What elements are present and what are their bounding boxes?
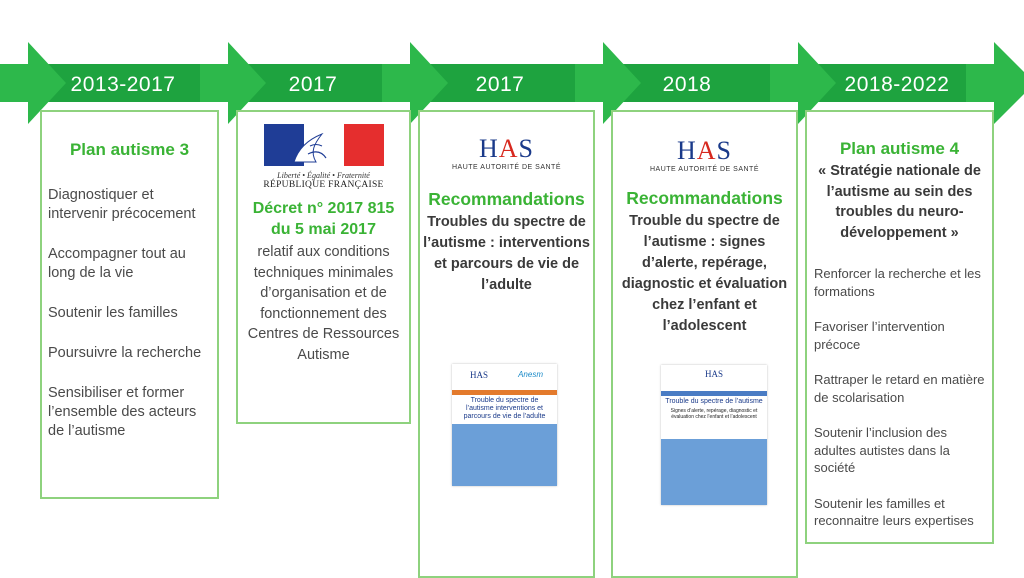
doc-title: Trouble du spectre de l’autisme interventions et parcours de vie de l’adulte xyxy=(463,397,546,420)
has-logo xyxy=(420,136,593,171)
list-item: Soutenir l’inclusion des adultes autistes dans la société xyxy=(814,425,950,475)
card-plan-autisme-4 xyxy=(805,110,994,544)
year-label-3: 2017 xyxy=(475,73,525,96)
has-logo xyxy=(613,138,796,173)
list-item: Favoriser l’intervention précoce xyxy=(814,319,945,352)
has-subtitle: HAUTE AUTORITÉ DE SANTÉ xyxy=(650,166,759,173)
decree-description: relatif aux conditions techniques minimales d’organisation et de fonctionnement des Centres de Ressources Autisme xyxy=(247,244,400,363)
card-title: Plan autisme 4 xyxy=(839,139,960,158)
doc-subtitle: Signes d’alerte, repérage, diagnostic et évaluation chez l’enfant et l’adolescent xyxy=(670,408,758,420)
year-label-2: 2017 xyxy=(288,73,338,96)
heading: Recommandations xyxy=(626,188,783,208)
republique-francaise-logo xyxy=(238,124,409,190)
list-item: Poursuivre la recherche xyxy=(48,345,202,361)
subtitle: Trouble du spectre de l’autisme : signes d’alerte, repérage, diagnostic et évaluation chez l’enfant et l’adolescent xyxy=(621,213,788,334)
doc-has-logo: HAS xyxy=(705,369,724,379)
decree-line-1: Décret n° 2017 815 xyxy=(252,200,395,217)
heading: Recommandations xyxy=(428,189,585,209)
year-label-1: 2013-2017 xyxy=(70,73,176,96)
list-item: Diagnostiquer et intervenir précocement xyxy=(48,187,196,222)
card-title: Plan autisme 3 xyxy=(69,140,190,159)
card-decret xyxy=(236,110,411,424)
list-item: Accompagner tout au long de la vie xyxy=(48,246,186,281)
list-item: Rattraper le retard en matière de scolarisation xyxy=(814,372,985,405)
list-item: Soutenir les familles xyxy=(48,305,178,321)
card-subtitle: « Stratégie nationale de l’autisme au sein des troubles du neuro-développement » xyxy=(818,163,981,241)
doc-title: Trouble du spectre de l’autisme xyxy=(665,398,763,405)
logo-name: RÉPUBLIQUE FRANÇAISE xyxy=(263,180,384,190)
card-plan-autisme-3 xyxy=(40,110,219,499)
document-cover-thumbnail xyxy=(661,365,767,505)
has-wordmark: HAS xyxy=(676,136,733,165)
marianne-icon xyxy=(264,124,384,166)
doc-blue-panel xyxy=(661,439,767,505)
doc-blue-panel xyxy=(452,424,557,486)
card-recommandations-enfant xyxy=(611,110,798,578)
year-label-5: 2018-2022 xyxy=(844,73,950,96)
doc-has-logo: HAS xyxy=(470,370,489,380)
year-label-4: 2018 xyxy=(662,73,712,96)
list-item: Soutenir les familles et reconnaitre leurs expertises xyxy=(814,495,974,528)
has-wordmark: HAS xyxy=(478,134,535,163)
has-subtitle: HAUTE AUTORITÉ DE SANTÉ xyxy=(452,164,561,171)
subtitle: Troubles du spectre de l’autisme : interventions et parcours de vie de l’adulte xyxy=(423,214,590,293)
doc-partner-logo: Anesm xyxy=(518,370,543,379)
card-recommandations-adulte xyxy=(418,110,595,578)
list-item: Sensibiliser et former l’ensemble des acteurs de l’autisme xyxy=(48,385,197,439)
list-item: Renforcer la recherche et les formations xyxy=(814,266,981,299)
decree-line-2: du 5 mai 2017 xyxy=(271,221,376,238)
document-cover-thumbnail xyxy=(452,364,557,486)
logo-motto: Liberté • Égalité • Fraternité xyxy=(277,171,370,180)
